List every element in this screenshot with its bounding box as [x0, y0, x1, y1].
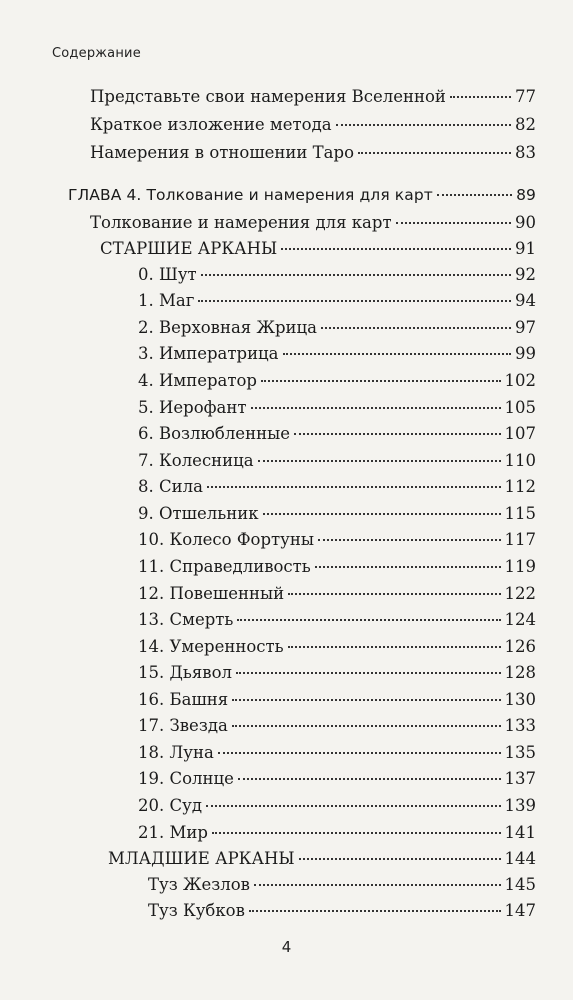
toc-entry-title: 7. Колесница: [138, 451, 254, 470]
toc-entry-page: 137: [504, 769, 536, 788]
toc-entry-page: 128: [504, 663, 536, 682]
leader-dots: [318, 539, 500, 541]
leader-dots: [218, 752, 501, 754]
toc-entry: [138, 290, 536, 312]
leader-dots: [336, 124, 511, 126]
toc-entry-page: 130: [504, 690, 536, 709]
toc-entry-title: 16. Башня: [138, 690, 229, 709]
toc-entry-page: 102: [504, 371, 536, 390]
leader-dots: [254, 884, 501, 886]
toc-entry-page: 115: [504, 504, 536, 523]
toc-entry: [138, 556, 536, 578]
toc-entry-page: 124: [504, 610, 536, 629]
toc-entry-title: 20. Суд: [138, 796, 202, 815]
toc-entry-page: 99: [515, 344, 536, 363]
toc-entry: [138, 822, 536, 844]
toc-entry: [138, 583, 536, 605]
toc-entry-title: Представьте свои намерения Вселенной: [90, 87, 446, 106]
toc-entry-title: 0. Шут: [138, 265, 197, 284]
toc-entry: [138, 476, 536, 498]
toc-entry: [138, 609, 536, 631]
toc-entry: [138, 317, 536, 339]
toc-entry: [138, 503, 536, 525]
toc-entry-title: 3. Императрица: [138, 344, 279, 363]
toc-entry-title: 5. Иерофант: [138, 398, 247, 417]
toc-entry: [138, 450, 536, 472]
running-head: Содержание: [52, 46, 141, 61]
toc-entry-title: 6. Возлюбленные: [138, 424, 290, 443]
toc-entry-title: 17. Звезда: [138, 716, 228, 735]
toc-entry: [90, 212, 536, 234]
leader-dots: [294, 433, 501, 435]
toc-entry-title: 2. Верховная Жрица: [138, 318, 318, 337]
leader-dots: [251, 407, 501, 409]
toc-entry-page: 107: [504, 424, 536, 443]
leader-dots: [450, 96, 511, 98]
leader-dots: [212, 832, 501, 834]
toc-entry-title: Туз Кубков: [148, 901, 245, 920]
toc-entry: [138, 397, 536, 419]
leader-dots: [201, 274, 511, 276]
toc-entry-page: 144: [504, 849, 536, 868]
toc-entry: [138, 423, 536, 445]
toc-section-entry: [100, 238, 536, 260]
toc-entry: [138, 529, 536, 551]
toc-entry: [138, 343, 536, 365]
leader-dots: [249, 910, 501, 912]
toc-entry-page: 83: [515, 143, 536, 162]
toc-entry: [138, 795, 536, 817]
leader-dots: [198, 300, 511, 302]
toc-entry: [138, 742, 536, 764]
toc-entry: [148, 900, 536, 922]
leader-dots: [237, 619, 500, 621]
toc-entry: [138, 768, 536, 790]
toc-entry-page: 91: [515, 239, 536, 258]
leader-dots: [283, 353, 511, 355]
toc-entry-page: 139: [504, 796, 536, 815]
page-number: 4: [281, 938, 292, 956]
leader-dots: [232, 699, 500, 701]
leader-dots: [207, 486, 501, 488]
toc-entry-title: 4. Император: [138, 371, 257, 390]
toc-entry: [138, 636, 536, 658]
toc-entry: [138, 662, 536, 684]
leader-dots: [437, 194, 512, 196]
leader-dots: [232, 725, 501, 727]
toc-entry-page: 110: [504, 451, 536, 470]
leader-dots: [263, 513, 501, 515]
toc-entry: [138, 689, 536, 711]
toc-entry-title: Намерения в отношении Таро: [90, 143, 355, 162]
toc-entry-page: 97: [515, 318, 536, 337]
toc-entry-page: 89: [516, 186, 536, 204]
toc-entry-title: 10. Колесо Фортуны: [138, 530, 315, 549]
toc-entry-title: 15. Дьявол: [138, 663, 232, 682]
toc-entry-title: СТАРШИЕ АРКАНЫ: [100, 239, 278, 258]
toc-entry-title: Краткое изложение метода: [90, 115, 332, 134]
leader-dots: [288, 646, 501, 648]
toc-entry: [138, 370, 536, 392]
toc-entry-title: 14. Умеренность: [138, 637, 284, 656]
leader-dots: [206, 805, 501, 807]
toc-entry-title: 19. Солнце: [138, 769, 234, 788]
toc-entry-page: 112: [504, 477, 536, 496]
toc-entry-page: 105: [504, 398, 536, 417]
toc-entry-title: 1. Маг: [138, 291, 195, 310]
toc-entry: [90, 142, 536, 164]
toc-entry-title: Туз Жезлов: [148, 875, 250, 894]
leader-dots: [396, 222, 511, 224]
leader-dots: [288, 593, 500, 595]
toc-entry-title: Толкование и намерения для карт: [90, 213, 392, 232]
leader-dots: [281, 248, 511, 250]
toc-entry: [138, 264, 536, 286]
leader-dots: [299, 858, 501, 860]
toc-entry-page: 147: [504, 901, 536, 920]
toc-entry-page: 145: [504, 875, 536, 894]
toc-entry-page: 77: [515, 87, 536, 106]
leader-dots: [236, 672, 501, 674]
toc-entry-title: ГЛАВА 4. Толкование и намерения для карт: [68, 186, 433, 204]
toc-entry-page: 117: [504, 530, 536, 549]
toc-entry: [90, 114, 536, 136]
toc-entry-title: 12. Повешенный: [138, 584, 285, 603]
toc-entry-page: 126: [504, 637, 536, 656]
leader-dots: [358, 152, 511, 154]
toc-chapter-entry: [68, 184, 536, 206]
toc-entry-title: 8. Сила: [138, 477, 203, 496]
leader-dots: [238, 778, 501, 780]
toc-entry-page: 90: [515, 213, 536, 232]
toc-entry: [138, 715, 536, 737]
toc-entry-page: 122: [504, 584, 536, 603]
toc-entry-title: 11. Справедливость: [138, 557, 311, 576]
toc-entry: [148, 874, 536, 896]
toc-entry-title: 13. Смерть: [138, 610, 234, 629]
leader-dots: [258, 460, 501, 462]
toc-entry-title: МЛАДШИЕ АРКАНЫ: [108, 849, 295, 868]
leader-dots: [315, 566, 501, 568]
toc-section-entry: [108, 848, 536, 870]
toc-entry-page: 119: [504, 557, 536, 576]
toc-entry-title: 21. Мир: [138, 823, 208, 842]
toc-entry-title: 9. Отшельник: [138, 504, 259, 523]
toc-entry-page: 94: [515, 291, 536, 310]
toc-entry: [90, 86, 536, 108]
leader-dots: [321, 327, 511, 329]
toc-entry-page: 141: [504, 823, 536, 842]
toc-entry-page: 133: [504, 716, 536, 735]
toc-entry-page: 82: [515, 115, 536, 134]
leader-dots: [261, 380, 501, 382]
toc-entry-title: 18. Луна: [138, 743, 214, 762]
toc-entry-page: 135: [504, 743, 536, 762]
toc-entry-page: 92: [515, 265, 536, 284]
